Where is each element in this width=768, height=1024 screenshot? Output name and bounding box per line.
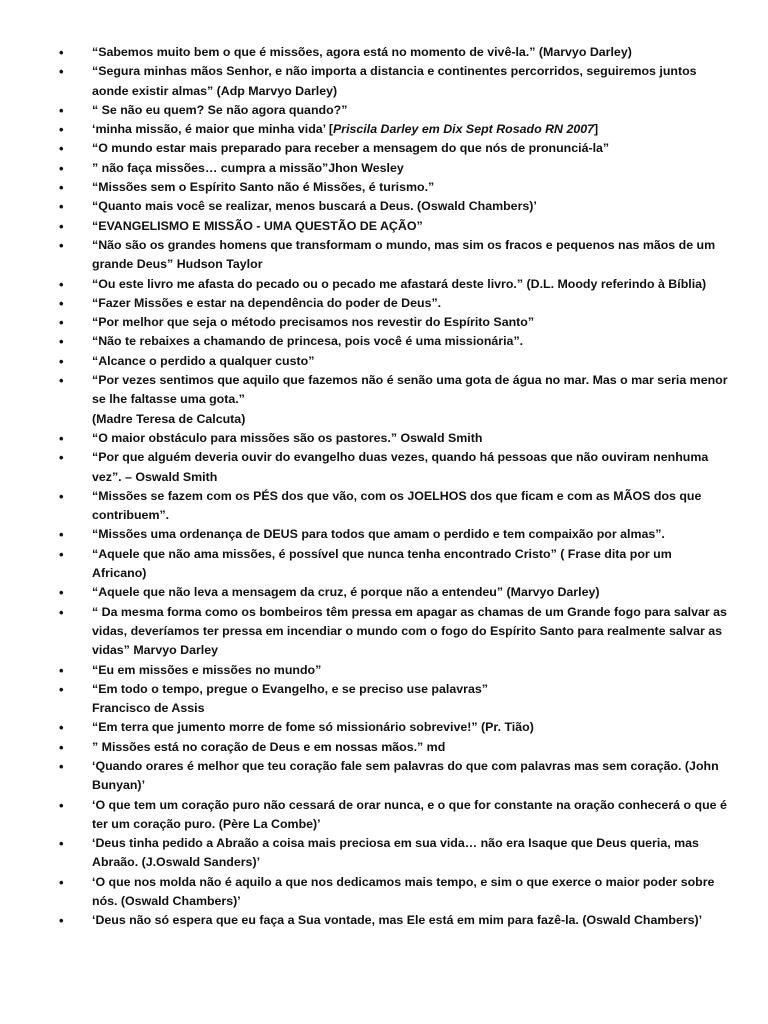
bullet-icon: •: [59, 295, 64, 311]
quote-body: “Missões sem o Espírito Santo não é Missões, é turismo.”: [92, 180, 435, 195]
quote-item: [59, 101, 728, 120]
quote-text: [92, 236, 728, 275]
bullet-icon: •: [59, 874, 64, 890]
bullet-icon: •: [59, 488, 64, 504]
quote-author: (Madre Teresa de Calcuta): [92, 411, 246, 426]
quote-item: [59, 62, 728, 101]
quote-item: [59, 139, 728, 158]
bullet-icon: •: [59, 141, 64, 157]
quote-item: [59, 487, 728, 526]
quote-body: “Por que alguém deveria ouvir do evangelho duas vezes, quando há pessoas que não ouviram nenhuma vez”. – Oswald Smith: [92, 450, 709, 484]
quote-item: [59, 757, 728, 796]
bullet-icon: •: [59, 662, 64, 678]
quote-body: “EVANGELISMO E MISSÃO - UMA QUESTÃO DE AÇÃO”: [92, 218, 423, 233]
quote-body: “Quanto mais você se realizar, menos buscará a Deus. (Oswald Chambers)’: [92, 199, 537, 214]
quote-text: [92, 217, 728, 236]
quote-body: ‘minha missão, é maior que minha vida’ [: [92, 122, 333, 137]
quote-text: [92, 911, 728, 930]
quote-item: [59, 525, 728, 544]
bullet-icon: •: [59, 199, 64, 215]
quote-item: [59, 545, 728, 584]
quote-body: “Missões uma ordenança de DEUS para todos que amam o perdido e tem compaixão por almas”.: [92, 527, 665, 542]
bullet-icon: •: [59, 797, 64, 813]
quote-item: [59, 120, 728, 139]
bullet-icon: •: [59, 450, 64, 466]
quote-body: “Sabemos muito bem o que é missões, agora está no momento de vivê-la.” (Marvyo Darley): [92, 45, 632, 59]
quote-text: [92, 352, 728, 371]
quote-author: Francisco de Assis: [92, 701, 205, 716]
quote-item: [59, 217, 728, 236]
bullet-icon: •: [59, 45, 64, 60]
quote-body: “Não te rebaixes a chamando de princesa, pois você é uma missionária”.: [92, 334, 524, 349]
quote-body: ‘Deus não só espera que eu faça a Sua vontade, mas Ele está em mim para fazê-la. (Oswald Chambers)’: [92, 913, 703, 928]
quote-body: “Por melhor que seja o método precisamos nos revestir do Espírito Santo”: [92, 315, 535, 330]
quote-text: [92, 178, 728, 197]
quote-body: “Missões se fazem com os PÉS dos que vão, com os JOELHOS dos que ficam e com as MÃOS dos que contribuem”.: [92, 488, 702, 523]
quote-body: ‘O que tem um coração puro não cessará de orar nunca, e o que for constante na oração conhecerá o que é ter um coração puro. (Père La Combe)’: [92, 797, 727, 831]
bullet-icon: •: [59, 546, 64, 562]
quote-text: [92, 873, 728, 912]
quote-text: [92, 43, 728, 62]
bullet-icon: •: [59, 527, 64, 543]
quote-item: [59, 661, 728, 680]
quote-text: [92, 718, 728, 737]
quote-text: [92, 661, 728, 680]
bullet-icon: •: [59, 122, 64, 138]
quote-text: [92, 834, 728, 873]
bullet-icon: •: [59, 720, 64, 736]
quote-item: [59, 603, 728, 661]
quote-text: [92, 120, 728, 139]
quote-text: [92, 371, 728, 429]
bullet-icon: •: [59, 604, 64, 620]
quote-item: [59, 371, 728, 429]
quote-text: [92, 603, 728, 661]
quote-item: [59, 236, 728, 275]
quote-item: [59, 834, 728, 873]
bullet-icon: •: [59, 218, 64, 234]
quote-item: [59, 583, 728, 602]
bullet-icon: •: [59, 160, 64, 176]
quote-text: [92, 545, 728, 584]
quote-body: ‘Deus tinha pedido a Abraão a coisa mais preciosa em sua vida… não era Isaque que Deus queria, mas Abraão. (J.Oswald Sanders)’: [92, 836, 699, 870]
bullet-icon: •: [59, 334, 64, 350]
bullet-icon: •: [59, 373, 64, 389]
bullet-icon: •: [59, 758, 64, 774]
quote-body: ‘O que nos molda não é aquilo a que nos dedicamos mais tempo, e sim o que exerce o maior poder sobre nós. (Oswald Chambers)’: [92, 874, 715, 909]
quote-source-italic: Priscila Darley em Dix Sept Rosado RN 2007: [333, 122, 595, 137]
quote-text: [92, 313, 728, 332]
quote-item: [59, 738, 728, 757]
quote-body: “Ou este livro me afasta do pecado ou o pecado me afastará deste livro.” (D.L. Moody referindo à Bíblia): [92, 276, 707, 291]
quote-text: [92, 680, 728, 719]
quote-item: [59, 275, 728, 294]
quote-item: [59, 911, 728, 930]
quote-text: [92, 448, 728, 487]
bullet-icon: •: [59, 102, 64, 118]
quote-item: [59, 294, 728, 313]
quote-item: [59, 448, 728, 487]
quote-item: [59, 197, 728, 216]
quote-text: [92, 101, 728, 120]
quote-list: [59, 43, 728, 931]
bullet-icon: •: [59, 913, 64, 929]
bullet-icon: •: [59, 353, 64, 369]
quote-text: [92, 332, 728, 351]
quote-item: [59, 313, 728, 332]
bullet-icon: •: [59, 836, 64, 852]
bullet-icon: •: [59, 585, 64, 601]
quote-body: ” não faça missões… cumpra a missão”Jhon Wesley: [92, 160, 404, 175]
quote-body: “Fazer Missões e estar na dependência do poder de Deus”.: [92, 295, 442, 310]
quote-text: [92, 275, 728, 294]
quote-body: “Em todo o tempo, pregue o Evangelho, e se preciso use palavras”: [92, 681, 488, 696]
quote-text: [92, 796, 728, 835]
quote-body: “Eu em missões e missões no mundo”: [92, 662, 322, 677]
quote-item: [59, 796, 728, 835]
quote-body: “ Se não eu quem? Se não agora quando?”: [92, 102, 348, 117]
quote-body: “Por vezes sentimos que aquilo que fazemos não é senão uma gota de água no mar. Mas o mar seria menor se lhe faltasse uma gota.”: [92, 373, 728, 407]
bullet-icon: •: [59, 180, 64, 196]
quote-item: [59, 680, 728, 719]
quote-body: “O mundo estar mais preparado para receber a mensagem do que nós de pronunciá-la”: [92, 141, 610, 156]
quote-text: [92, 197, 728, 216]
quote-body: “Alcance o perdido a qualquer custo”: [92, 353, 315, 368]
quote-item: [59, 43, 728, 62]
bullet-icon: •: [59, 276, 64, 292]
quote-text: [92, 294, 728, 313]
quote-text: [92, 583, 728, 602]
quote-body: “ Da mesma forma como os bombeiros têm pressa em apagar as chamas de um Grande fogo para salvar as vidas, deveríamos ter pressa em incendiar o mundo com o fogo do Espírito Santo para realmente salvar as vidas” Marvyo Darley: [92, 604, 727, 658]
bullet-icon: •: [59, 430, 64, 446]
bullet-icon: •: [59, 64, 64, 80]
quote-body: ” Missões está no coração de Deus e em nossas mãos.” md: [92, 739, 446, 754]
bullet-icon: •: [59, 681, 64, 697]
quote-text: [92, 757, 728, 796]
quote-text: [92, 738, 728, 757]
quote-closing-bracket: ]: [594, 122, 599, 137]
quote-text: [92, 139, 728, 158]
bullet-icon: •: [59, 237, 64, 253]
quote-text: [92, 62, 728, 101]
quote-body: “Em terra que jumento morre de fome só missionário sobrevive!” (Pr. Tião): [92, 720, 534, 735]
quote-item: [59, 352, 728, 371]
quote-item: [59, 873, 728, 912]
quote-text: [92, 429, 728, 448]
quote-text: [92, 159, 728, 178]
quote-body: ‘Quando orares é melhor que teu coração fale sem palavras do que com palavras mas sem coração. (John Bunyan)’: [92, 758, 719, 793]
quote-body: “Aquele que não ama missões, é possível que nunca tenha encontrado Cristo” ( Frase dita por um Africano): [92, 546, 672, 581]
quote-body: “Aquele que não leva a mensagem da cruz, é porque não a entendeu” (Marvyo Darley): [92, 585, 600, 600]
quote-text: [92, 487, 728, 526]
bullet-icon: •: [59, 315, 64, 331]
quote-body: “O maior obstáculo para missões são os pastores.” Oswald Smith: [92, 430, 483, 445]
quote-item: [59, 332, 728, 351]
bullet-icon: •: [59, 739, 64, 755]
quote-item: [59, 718, 728, 737]
quote-item: [59, 429, 728, 448]
quote-item: [59, 178, 728, 197]
quote-body: “Não são os grandes homens que transformam o mundo, mas sim os fracos e pequenos nas mãos de um grande Deus” Hudson Taylor: [92, 237, 716, 272]
quote-item: [59, 159, 728, 178]
quote-text: [92, 525, 728, 544]
quote-body: “Segura minhas mãos Senhor, e não importa a distancia e continentes percorridos, seguiremos juntos aonde existir almas” (Adp Marvyo Darley): [92, 64, 697, 98]
